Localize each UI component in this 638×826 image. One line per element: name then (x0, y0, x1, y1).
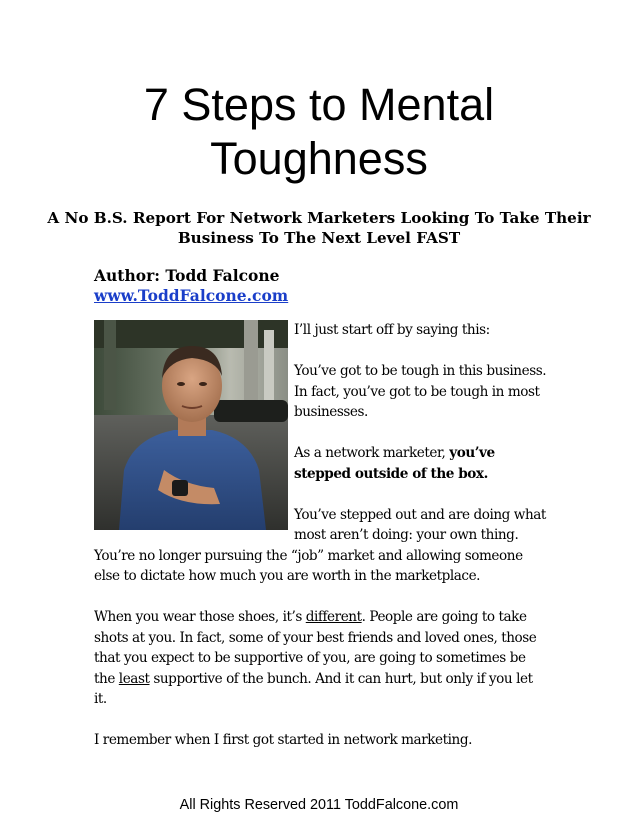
page-footer: All Rights Reserved 2011 ToddFalcone.com (179, 797, 459, 813)
paragraph-3-text: As a network marketer, (294, 445, 450, 461)
article-body (94, 320, 549, 751)
website-link[interactable]: www.ToddFalcone.com (94, 286, 289, 305)
photo-wrap-spacer (94, 320, 294, 535)
author-name: Author: Todd Falcone (94, 266, 280, 285)
document-title: 7 Steps to Mental Toughness (143, 79, 495, 184)
paragraph-5-part-a: When you wear those shoes, it’s (94, 609, 306, 625)
paragraph-4: You’ve stepped out and are doing what most aren’t doing: your own thing. You’re no longer pursuing the “job” market and allowing someone else to dictate how much you are worth in the marketplace. (94, 506, 546, 584)
paragraph-3-emphasis: you’ve stepped outside of the box. (294, 445, 495, 482)
document-subtitle: A No B.S. Report For Network Marketers Looking To Take Their Business To The Next Level FAST (47, 209, 591, 247)
paragraph-2: You’ve got to be tough in this business. In fact, you’ve got to be tough in most businesses. (294, 363, 547, 420)
paragraph-5-underline-2: least (118, 670, 150, 687)
paragraph-1: I’ll just start off by saying this: (294, 322, 490, 338)
author-block (94, 266, 288, 306)
paragraph-5-part-b: . People are going to take shots at you. In fact, some of your best friends and loved ones, those that you expect to be supportive of you, are going to sometimes be the (94, 609, 537, 687)
paragraph-6: I remember when I first got started in network marketing. (94, 732, 472, 748)
paragraph-5-underline-1: different (305, 609, 362, 625)
paragraph-5 (94, 607, 549, 710)
paragraph-5-part-c: supportive of the bunch. And it can hurt, but only if you let it. (94, 670, 533, 707)
